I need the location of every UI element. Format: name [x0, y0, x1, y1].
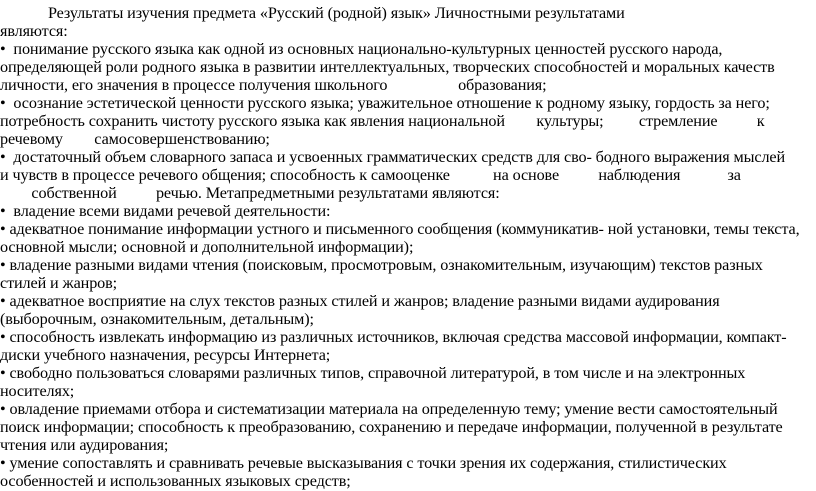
- text-line: • понимание русского языка как одной из основных национально-культурных ценностей русского народа,: [0, 40, 723, 58]
- text-line: и чувств в процессе речевого общения; способность к самооценке на основе наблюдения за: [0, 166, 741, 184]
- text-line: • владение разными видами чтения (поисковым, просмотровым, ознакомительным, изучающим) текстов разных: [0, 256, 763, 274]
- text-line: (выборочным, ознакомительным, детальным);: [0, 310, 314, 328]
- text-line: • адекватное понимание информации устного и письменного сообщения (коммуникатив- ной установки, темы текста,: [0, 220, 800, 238]
- text-line: речевому самосовершенствованию;: [0, 130, 270, 148]
- text-line: Результаты изучения предмета «Русский (родной) язык» Личностными результатами: [48, 4, 625, 22]
- text-line: • осознание эстетической ценности русского языка; уважительное отношение к родному языку, гордость за него;: [0, 94, 770, 112]
- text-line: особенностей и использованных языковых средств;: [0, 472, 351, 490]
- text-line: • умение сопоставлять и сравнивать речевые высказывания с точки зрения их содержания, стилистических: [0, 454, 727, 472]
- text-line: • владение всеми видами речевой деятельности:: [0, 202, 331, 220]
- text-line: • способность извлекать информацию из различных источников, включая средства массовой информации, компакт-: [0, 328, 787, 346]
- text-line: личности, его значения в процессе получения школьного образования;: [0, 76, 547, 94]
- text-line: поиск информации; способность к преобразованию, сохранению и передаче информации, полученной в результате: [0, 418, 783, 436]
- text-line: чтения или аудирования;: [0, 436, 169, 454]
- text-line: потребность сохранить чистоту русского языка как явления национальной культуры; стремление к: [0, 112, 765, 130]
- text-line: являются:: [0, 22, 68, 40]
- text-line: определяющей роли родного языка в развитии интеллектуальных, творческих способностей и моральных качеств: [0, 58, 775, 76]
- text-line: основной мысли; основной и дополнительной информации);: [0, 238, 414, 256]
- text-line: • адекватное восприятие на слух текстов разных стилей и жанров; владение разными видами аудирования: [0, 292, 720, 310]
- text-line: • свободно пользоваться словарями различных типов, справочной литературой, в том числе и на электронных: [0, 364, 746, 382]
- text-line: диски учебного назначения, ресурсы Интернета;: [0, 346, 331, 364]
- text-line: стилей и жанров;: [0, 274, 118, 292]
- text-line: носителях;: [0, 382, 75, 400]
- text-line: • овладение приемами отбора и систематизации материала на определенную тему; умение вести самостоятельный: [0, 400, 778, 418]
- text-line: собственной речью. Метапредметными результатами являются:: [0, 184, 500, 202]
- text-line: • достаточный объем словарного запаса и усвоенных грамматических средств для сво- бодного выражения мыслей: [0, 148, 786, 166]
